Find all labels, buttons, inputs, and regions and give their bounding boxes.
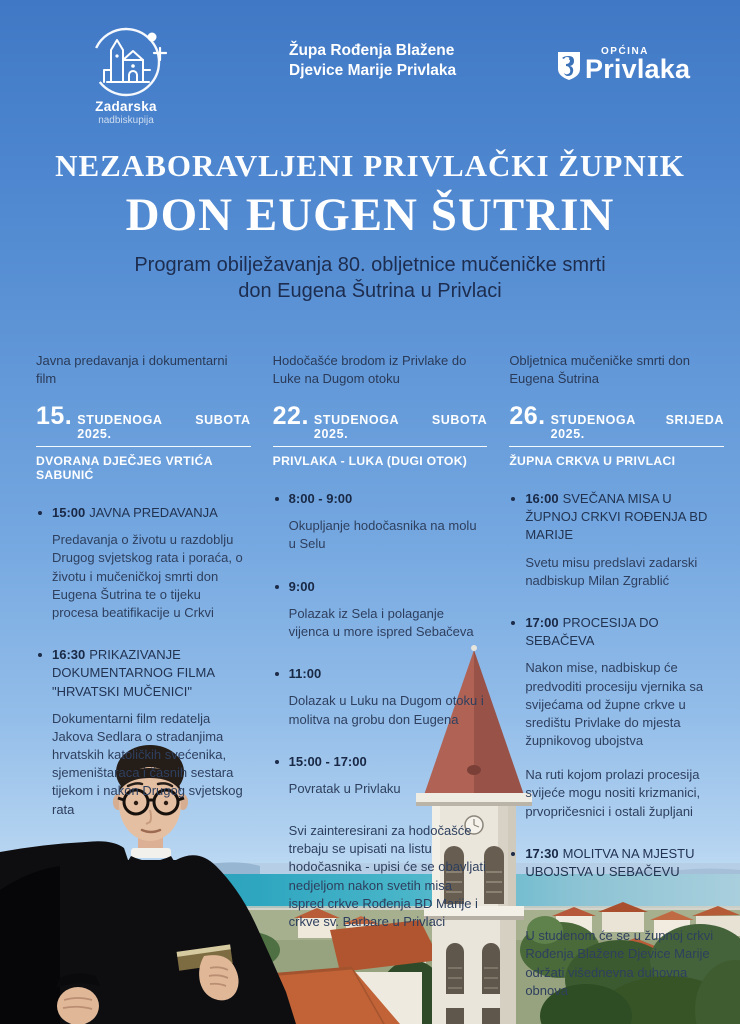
- event-description: Dokumentarni film redatelja Jakova Sedlara o stradanjima hrvatskih katoličkih svećenika, sjemeništaraca i časnih sestara tijekom i nakon Drugog svjetskog rata: [52, 710, 243, 817]
- seahorse-shield-icon: [556, 50, 582, 82]
- event-title: PRIKAZIVANJE DOKUMENTARNOG FILMA "HRVATSKI MUČENICI": [52, 647, 215, 699]
- date-weekday: SRIJEDA: [665, 413, 724, 427]
- parish-title-line1: Župa Rođenja Blažene: [289, 42, 455, 59]
- event-item: [509, 845, 724, 881]
- event-time: 9:00: [288, 578, 315, 594]
- event-description: Povratak u Privlaku: [288, 780, 401, 796]
- archdiocese-name: Zadarska: [95, 99, 157, 114]
- parish-title: [289, 41, 456, 82]
- program-columns: [36, 352, 724, 1000]
- date-month-year: STUDENOGA 2025.: [77, 413, 163, 441]
- event-list: [273, 490, 488, 798]
- event-description: Nakon mise, nadbiskup će predvoditi procesiju vjernika sa svijećama od župne crkve u središtu Privlake do mjesta župnikovog ubojstva: [525, 660, 704, 749]
- event-item: [273, 753, 488, 798]
- date-number: 22.: [272, 402, 309, 430]
- event-heading: [525, 845, 724, 881]
- archdiocese-church-icon: [78, 20, 174, 98]
- event-description: Polazak iz Sela i polaganje vijenca u more ispred Sebačeva: [288, 605, 474, 639]
- event-title: MOLITVA NA MJESTU UBOJSTVA U SEBAČEVU: [525, 845, 695, 879]
- event-title: SVEČANA MISA U ŽUPNOJ CRKVI ROĐENJA BD MARIJE: [525, 491, 708, 543]
- event-item: [36, 646, 251, 819]
- event-time: 16:30: [52, 647, 86, 663]
- column-nov-26: [509, 352, 724, 1000]
- event-list: [36, 504, 251, 819]
- event-item: [36, 504, 251, 622]
- event-heading: [289, 753, 488, 771]
- location-label: PRIVLAKA - LUKA (DUGI OTOK): [272, 454, 468, 468]
- event-time: 15:00 - 17:00: [288, 753, 367, 769]
- date-row: [36, 402, 251, 447]
- event-heading: [525, 614, 724, 650]
- event-heading: [289, 490, 488, 508]
- archdiocese-subname: nadbiskupija: [98, 115, 154, 126]
- event-description: Na ruti kojom prolazi procesija svijeće mogu nositi krizmanici, prvopričesnici i ostali župljani: [525, 767, 701, 819]
- event-heading: [289, 578, 488, 596]
- registration-note: Svi zainteresirani za hodočašće trebaju se upisati na listu hodočasnika - upisi će se obavljati nedjeljom nakon svetih misa ispred crkve Rođenja BD Marije i crkve sv. Barbare u Privlaci: [288, 823, 486, 929]
- municipality-label: OPĆINA: [601, 46, 649, 57]
- date-row: [273, 402, 488, 447]
- event-description: Okupljanje hodočasnika na molu u Selu: [288, 518, 477, 552]
- event-time: 15:00: [52, 505, 86, 520]
- event-time: 16:00: [525, 491, 559, 506]
- date-row: [509, 402, 724, 447]
- event-time: 17:30: [525, 845, 559, 861]
- column-intro: Hodočašće brodom iz Privlake do Luke na Dugom otoku: [272, 353, 467, 386]
- event-description: Predavanja o životu u razdoblju Drugog svjetskog rata i poraća, o životu i mučeničkoj smrti don Eugena Šutrina te o tijeku procesa beatifikacije u Crkvi: [52, 532, 243, 620]
- column-intro: Obljetnica mučeničke smrti don Eugena Šutrina: [509, 353, 690, 386]
- column-nov-15: [36, 352, 251, 1000]
- event-description: Dolazak u Luku na Dugom otoku i molitva na grobu don Eugena: [288, 693, 484, 727]
- date-month-year: STUDENOGA 2025.: [550, 413, 636, 441]
- event-item: [273, 578, 488, 642]
- archdiocese-logo: [78, 20, 174, 126]
- event-title: JAVNA PREDAVANJA: [89, 505, 218, 520]
- column-nov-22: [273, 352, 488, 1000]
- column-intro: Javna predavanja i dokumentarni film: [36, 353, 228, 386]
- date-number: 15.: [36, 402, 73, 430]
- poster-title-line2: DON EUGEN ŠUTRIN: [125, 189, 615, 241]
- event-time: 8:00 - 9:00: [288, 491, 353, 506]
- event-item: [509, 614, 724, 821]
- event-time: 11:00: [288, 666, 322, 682]
- event-item: [273, 665, 488, 729]
- date-month-year: STUDENOGA 2025.: [313, 413, 399, 441]
- event-description: Svetu misu predslavi zadarski nadbiskup Milan Zgrablić: [525, 554, 698, 588]
- parish-title-line2: Djevice Marije Privlaka: [289, 62, 457, 80]
- date-weekday: SUBOTA: [431, 413, 488, 427]
- retreat-note: U studenom će se u župnoj crkvi Rođenja Blažene Djevice Marije održati višednevna duhovna obnova: [525, 928, 714, 998]
- location-label: DVORANA DJEČJEG VRTIĆA SABUNIĆ: [36, 454, 213, 482]
- location-label: ŽUPNA CRKVA U PRIVLACI: [509, 454, 676, 468]
- event-item: [273, 490, 488, 554]
- event-title: PROCESIJA DO SEBAČEVA: [525, 614, 659, 649]
- event-heading: [525, 490, 724, 545]
- municipality-logo: [556, 46, 690, 85]
- event-heading: [52, 646, 251, 701]
- poster-subtitle: Program obilježavanja 80. obljetnice mučeničke smrti don Eugena Šutrina u Privlaci: [134, 254, 606, 302]
- municipality-name: Privlaka: [585, 54, 691, 84]
- event-item: [509, 490, 724, 590]
- event-time: 17:00: [525, 614, 559, 630]
- event-heading: [289, 665, 488, 683]
- date-weekday: SUBOTA: [195, 413, 251, 427]
- date-number: 26.: [509, 402, 546, 430]
- event-list: [509, 490, 724, 881]
- event-heading: [52, 504, 251, 522]
- poster-title-line1: NEZABORAVLJENI PRIVLAČKI ŽUPNIK: [55, 148, 685, 183]
